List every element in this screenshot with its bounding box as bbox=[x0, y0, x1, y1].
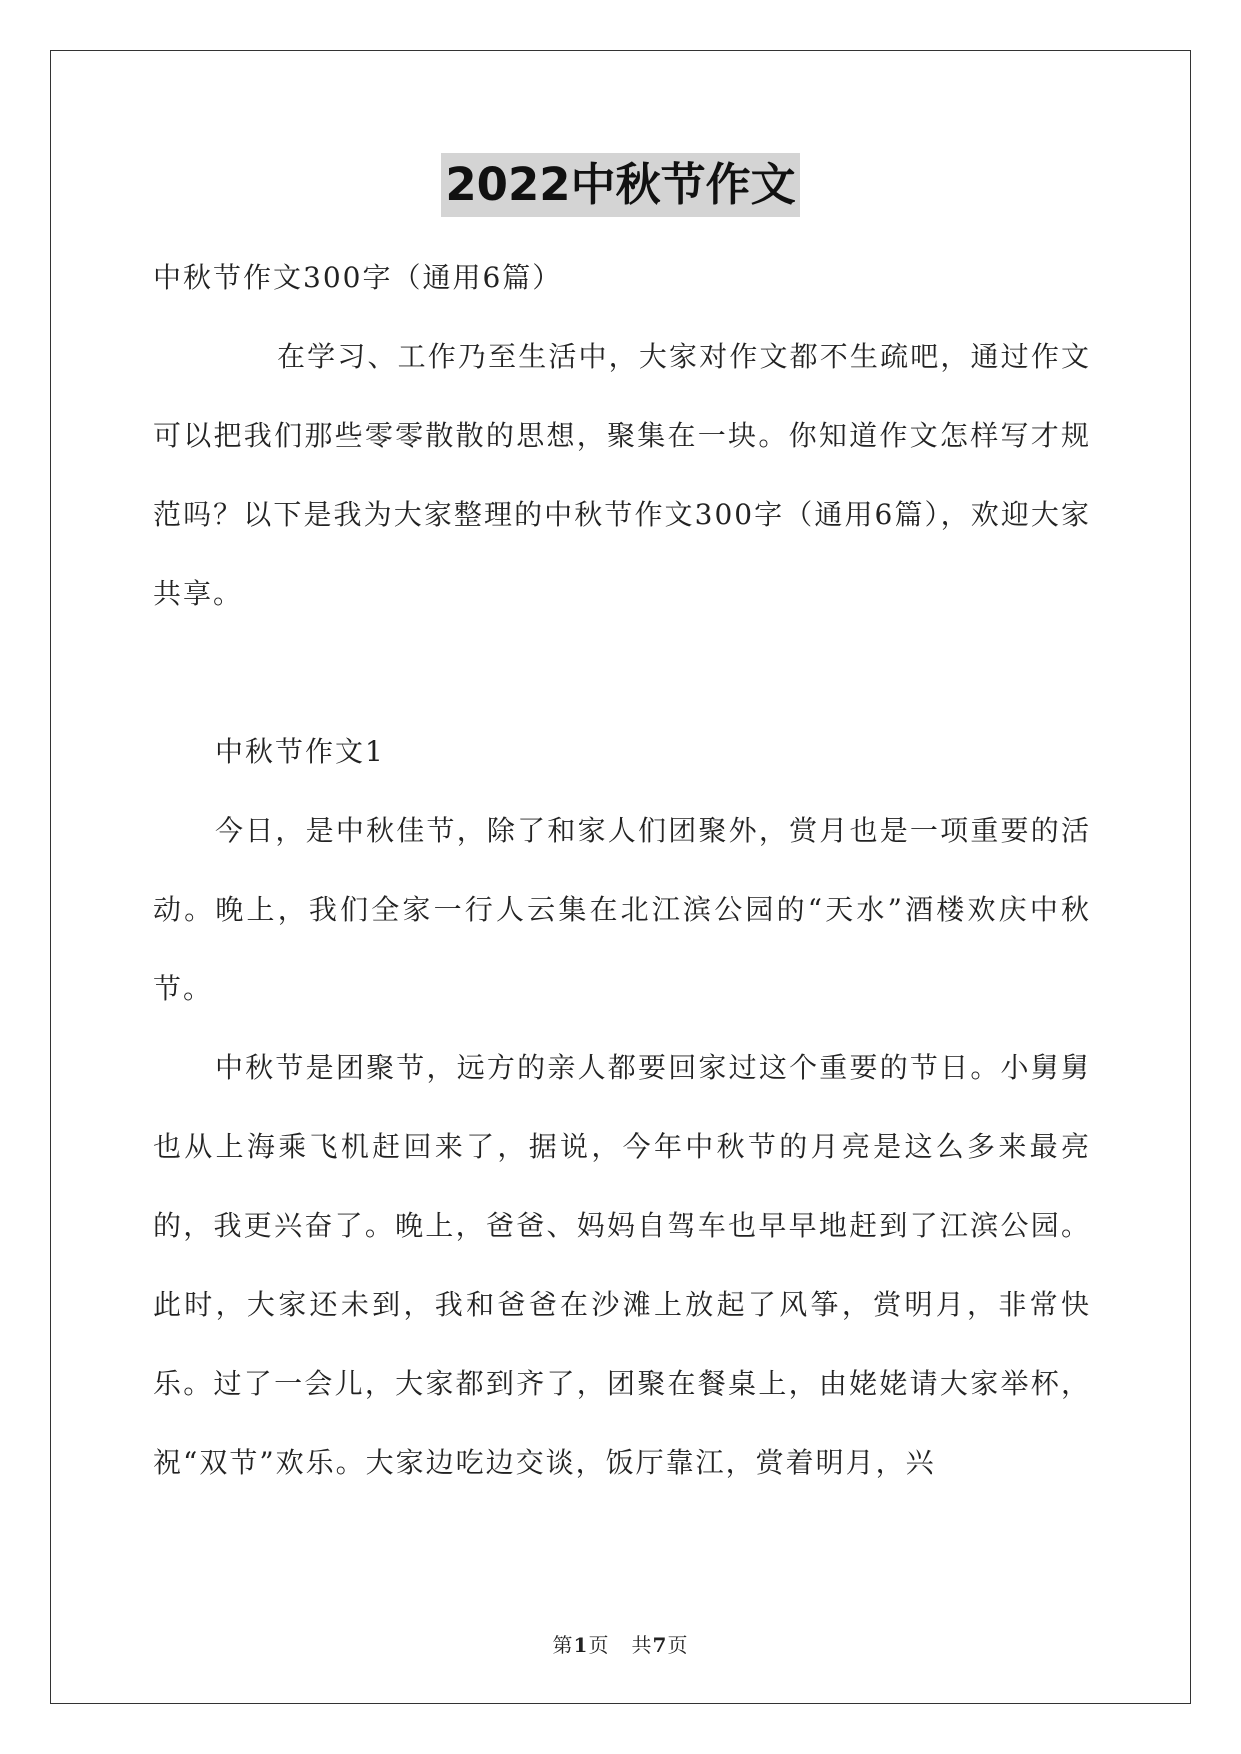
document-title-container bbox=[0, 153, 1241, 217]
intro-paragraph: 在学习、工作乃至生活中，大家对作文都不生疏吧，通过作文可以把我们那些零零散散的思想，聚集在一块。你知道作文怎样写才规范吗？以下是我为大家整理的中秋节作文300字（通用6篇），欢迎大家共享。 bbox=[153, 340, 1091, 610]
page-footer bbox=[0, 1629, 1241, 1658]
section-gap bbox=[153, 633, 1091, 712]
body-paragraph: 今日，是中秋佳节，除了和家人们团聚外，赏月也是一项重要的活动。晚上，我们全家一行人云集在北江滨公园的“天水”酒楼欢庆中秋节。 bbox=[153, 814, 1091, 1005]
page-suffix: 页 bbox=[588, 1633, 610, 1657]
total-suffix: 页 bbox=[667, 1633, 689, 1657]
total-pages: 7 bbox=[652, 1633, 668, 1657]
document-body bbox=[153, 238, 1091, 1502]
page-number: 1 bbox=[573, 1633, 589, 1657]
page-prefix: 第 bbox=[552, 1633, 574, 1657]
total-prefix: 共 bbox=[631, 1633, 653, 1657]
document-subtitle: 中秋节作文300字（通用6篇） bbox=[153, 261, 563, 294]
section-heading: 中秋节作文1 bbox=[215, 735, 385, 768]
body-paragraph: 中秋节是团聚节，远方的亲人都要回家过这个重要的节日。小舅舅也从上海乘飞机赶回来了，据说，今年中秋节的月亮是这么多来最亮的，我更兴奋了。晚上，爸爸、妈妈自驾车也早早地赶到了江滨公园。此时，大家还未到，我和爸爸在沙滩上放起了风筝，赏明月，非常快乐。过了一会儿，大家都到齐了，团聚在餐桌上，由姥姥请大家举杯，祝“双节”欢乐。大家边吃边交谈，饭厅靠江，赏着明月，兴 bbox=[153, 1051, 1091, 1479]
document-title: 2022中秋节作文 bbox=[441, 153, 799, 217]
